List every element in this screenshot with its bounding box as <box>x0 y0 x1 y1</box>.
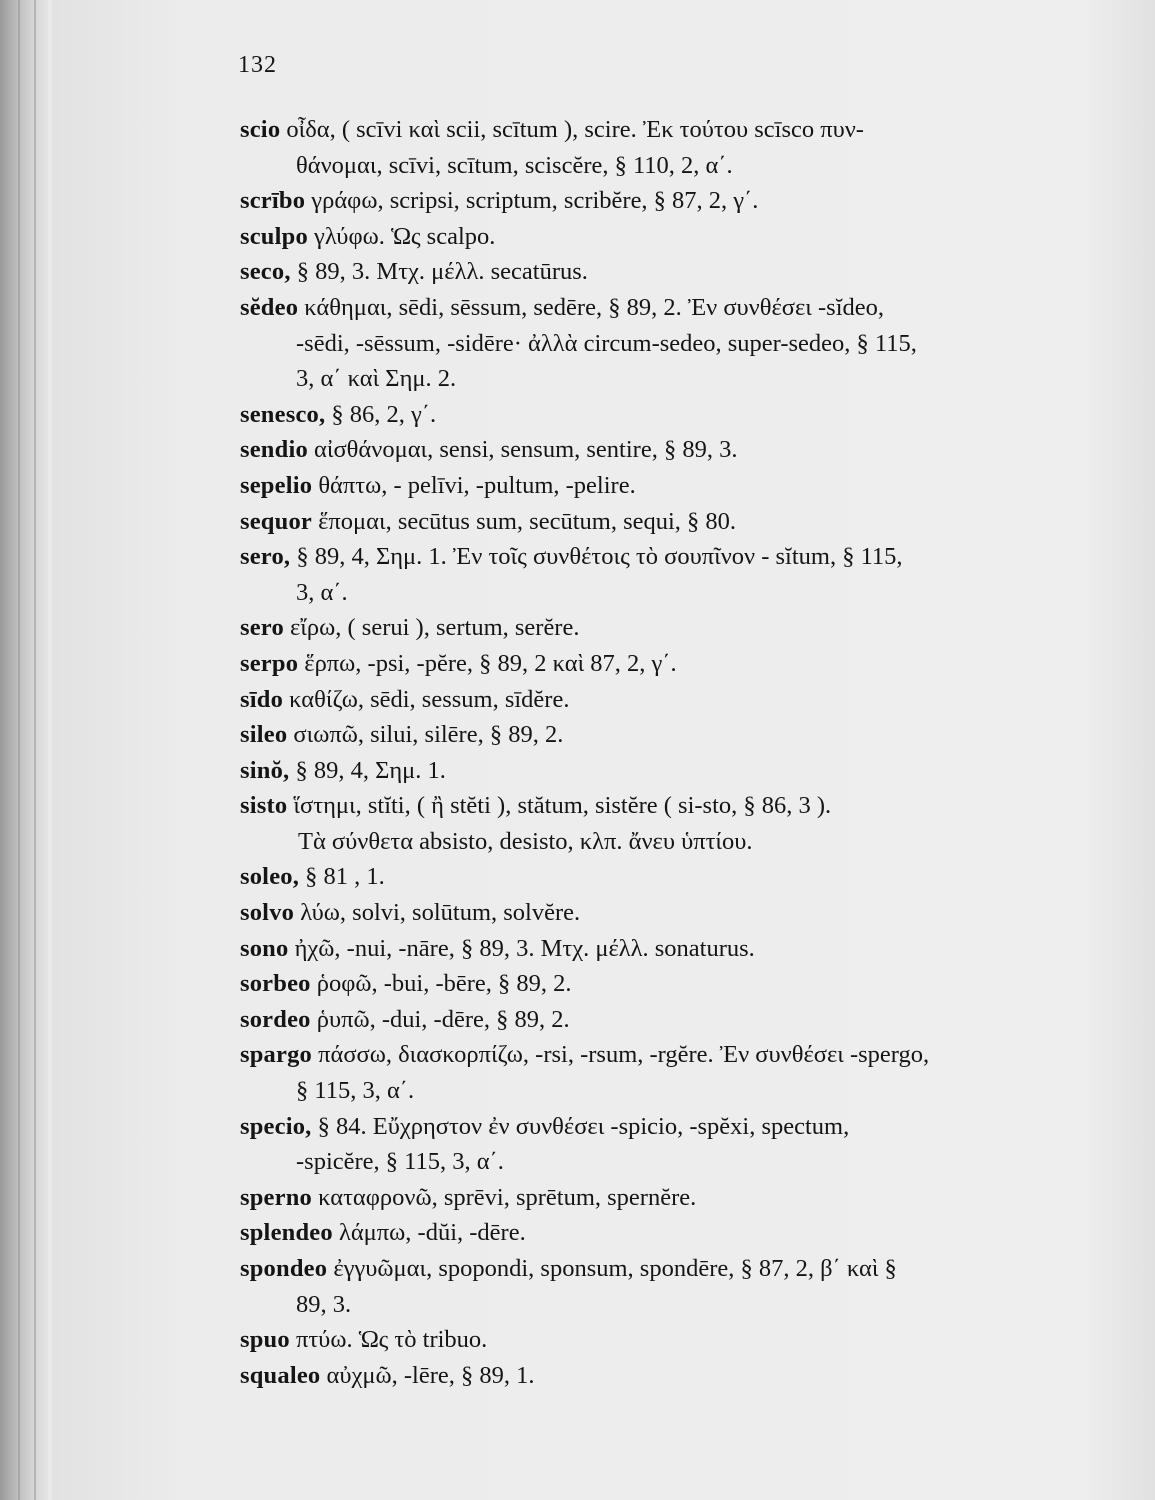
entry-line <box>240 539 1090 575</box>
entry-definition: πάσσω, διασκορπίζω, -rsi, -rsum, -rgĕre. Ἐν συνθέσει -spergo, <box>312 1041 930 1069</box>
scan-binding-edge <box>0 0 48 1500</box>
entry-line <box>240 966 1090 1002</box>
entry-definition: καθίζω, sēdi, sessum, sīdĕre. <box>283 685 570 713</box>
headword: spuo <box>240 1326 290 1354</box>
entry-definition: λάμπω, -dŭi, -dēre. <box>332 1219 526 1247</box>
entry-line <box>240 112 1090 148</box>
entry-definition: γλύφω. Ὡς scalpo. <box>307 222 496 250</box>
headword: spargo <box>240 1041 312 1069</box>
headword: sero, <box>240 543 291 571</box>
entry-note: Τὰ σύνθετα absisto, desisto, κλπ. ἄνευ ὑπτίου. <box>298 827 753 855</box>
entry-line <box>240 432 1090 468</box>
headword: sinŏ, <box>240 756 290 784</box>
headword: sileo <box>240 721 288 749</box>
headword: sperno <box>240 1183 312 1211</box>
entry-continuation: § 115, 3, α΄. <box>296 1077 415 1105</box>
entry-line <box>240 753 1090 789</box>
headword: splendeo <box>240 1219 333 1247</box>
headword: sculpo <box>240 222 308 250</box>
entry-definition: § 89, 4, Σημ. 1. Ἐν τοῖς συνθέτοις τὸ σουπῖνον - sĭtum, § 115, <box>290 543 903 571</box>
entry-line <box>240 717 1090 753</box>
entry-definition: θάπτω, - pelīvi, -pultum, -pelire. <box>312 471 636 499</box>
headword: seco, <box>240 258 291 286</box>
entry-definition: πτύω. Ὡς τὸ tribuo. <box>289 1326 488 1354</box>
entry-definition: § 89, 3. Μτχ. μέλλ. secatūrus. <box>290 258 588 286</box>
entry-continuation: -sēdi, -sēssum, -sidēre· ἀλλὰ circum-sedeo, super-sedeo, § 115, <box>296 329 917 357</box>
headword: sendio <box>240 436 308 464</box>
headword: sĕdeo <box>240 293 299 321</box>
entry-definition: ἠχῶ, -nui, -nāre, § 89, 3. Μτχ. μέλλ. sonaturus. <box>288 934 755 962</box>
headword: sordeo <box>240 1005 311 1033</box>
headword: sepelio <box>240 471 313 499</box>
entry-continuation: 3, α΄. <box>296 578 348 606</box>
entry-definition: § 86, 2, γ΄. <box>325 400 437 428</box>
entry-definition: ἵστημι, stĭti, ( ἢ stĕti ), stătum, sistĕre ( si-sto, § 86, 3 ). <box>287 792 832 820</box>
entry-definition: ἐγγυῶμαι, spopondi, sponsum, spondēre, § 87, 2, β΄ καὶ § <box>327 1255 897 1282</box>
entry-line <box>240 931 1090 967</box>
entry-definition: γράφω, scripsi, scriptum, scribĕre, § 87, 2, γ΄. <box>305 187 759 215</box>
entry-line <box>240 1251 1090 1287</box>
dictionary-entries <box>240 112 1090 1393</box>
entry-continuation: θάνομαι, scīvi, scītum, sciscĕre, § 110, 2, α΄. <box>296 151 733 179</box>
scan-binding-line <box>18 0 20 1500</box>
entry-continuation: -spicĕre, § 115, 3, α΄. <box>296 1148 504 1176</box>
entry-line <box>240 859 1090 895</box>
entry-definition: αὐχμῶ, -lēre, § 89, 1. <box>320 1361 535 1389</box>
entry-definition: ἕπομαι, secūtus sum, secūtum, sequi, § 80. <box>312 507 737 535</box>
entry-definition: § 81 , 1. <box>299 863 385 891</box>
headword: sorbeo <box>240 970 311 998</box>
page-bleed-shadow <box>1085 0 1155 1500</box>
entry-definition: ῥοφῶ, -bui, -bēre, § 89, 2. <box>310 970 572 998</box>
entry-definition: αἰσθάνομαι, sensi, sensum, sentire, § 89, 3. <box>307 436 738 464</box>
entry-line <box>240 468 1090 504</box>
entry-line <box>240 895 1090 931</box>
entry-line <box>240 788 1090 824</box>
scan-binding-line <box>34 0 36 1500</box>
entry-line <box>240 1322 1090 1358</box>
entry-definition: κάθημαι, sēdi, sēssum, sedēre, § 89, 2. Ἐν συνθέσει -sĭdeo, <box>298 293 884 321</box>
entry-line <box>240 1358 1090 1394</box>
headword: sisto <box>240 792 288 820</box>
entry-definition: καταφρονῶ, sprēvi, sprētum, spernĕre. <box>312 1183 697 1211</box>
headword: scrībo <box>240 187 306 215</box>
entry-line <box>240 1215 1090 1251</box>
page-number: 132 <box>238 52 277 78</box>
entry-definition: σιωπῶ, silui, silēre, § 89, 2. <box>287 721 564 749</box>
headword: spondeo <box>240 1255 328 1282</box>
entry-line <box>240 1180 1090 1216</box>
entry-line <box>240 610 1090 646</box>
entry-continuation: 3, α΄ καὶ Σημ. 2. <box>296 365 457 393</box>
entry-line <box>240 254 1090 290</box>
headword: soleo, <box>240 863 300 891</box>
headword: specio, <box>240 1112 312 1140</box>
entry-line <box>240 290 1090 326</box>
headword: serpo <box>240 649 299 677</box>
entry-definition: ἕρπω, -psi, -pĕre, § 89, 2 καὶ 87, 2, γ΄. <box>298 649 677 677</box>
headword: sono <box>240 934 289 962</box>
entry-definition: § 84. Εὔχρηστον ἐν συνθέσει -spicio, -spĕxi, spectum, <box>311 1112 850 1140</box>
entry-line <box>240 1109 1090 1145</box>
headword: senesco, <box>240 400 326 428</box>
entry-line <box>240 504 1090 540</box>
entry-continuation: 89, 3. <box>296 1290 352 1318</box>
entry-line <box>240 397 1090 433</box>
entry-line <box>240 682 1090 718</box>
headword: sīdo <box>240 685 284 713</box>
entry-line <box>240 646 1090 682</box>
entry-line <box>240 219 1090 255</box>
entry-line <box>240 183 1090 219</box>
entry-line <box>240 1002 1090 1038</box>
entry-line <box>240 1037 1090 1073</box>
entry-definition: ῥυπῶ, -dui, -dēre, § 89, 2. <box>310 1005 570 1033</box>
entry-definition: λύω, solvi, solūtum, solvĕre. <box>294 899 581 927</box>
headword: squaleo <box>240 1361 321 1389</box>
headword: sequor <box>240 507 312 535</box>
entry-definition: εἴρω, ( serui ), sertum, serĕre. <box>283 614 580 642</box>
entry-definition: οἶδα, ( scīvi καὶ scii, scītum ), scire. Ἐκ τούτου scīsco πυν- <box>280 116 864 143</box>
entry-definition: § 89, 4, Σημ. 1. <box>289 756 446 784</box>
headword: sero <box>240 614 284 642</box>
headword: solvo <box>240 899 295 927</box>
headword: scio <box>240 116 281 143</box>
